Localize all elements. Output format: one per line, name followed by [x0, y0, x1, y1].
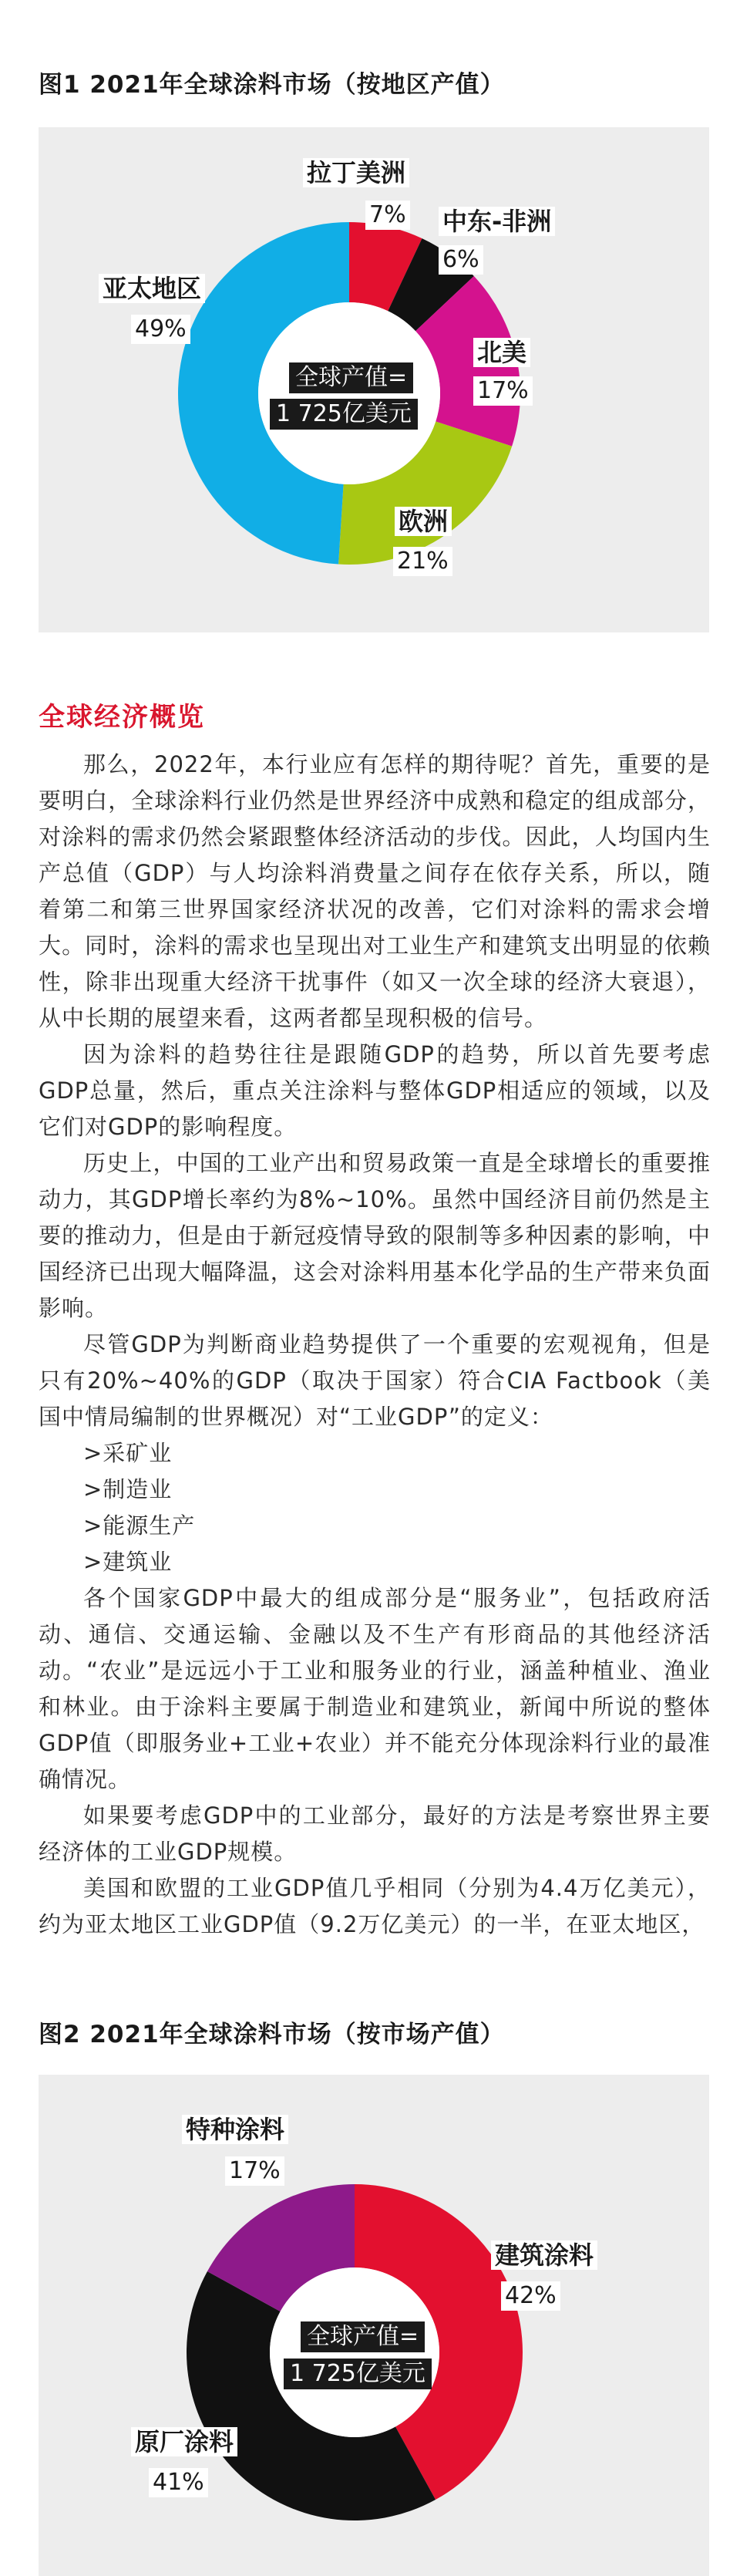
- article-paragraph: 那么，2022年，本行业应有怎样的期待呢？首先，重要的是要明白，全球涂料行业仍然是世界经济中成熟和稳定的组成部分，对涂料的需求仍然会紧跟整体经济活动的步伐。因此，人均国内生产总值（GDP）与人均涂料消费量之间存在依存关系，所以，随着第二和第三世界国家经济状况的改善，它们对涂料的需求会增大。同时，涂料的需求也呈现出对工业生产和建筑支出明显的依赖性，除非出现重大经济干扰事件（如又一次全球的经济大衰退），从中长期的展望来看，这两者都呈现积极的信号。: [39, 751, 711, 1031]
- slice-label-latin-america: 拉丁美洲: [303, 158, 409, 187]
- figure2-chart: [39, 2075, 709, 2576]
- slice-value-europe: 21%: [393, 547, 452, 576]
- donut-hole: [258, 302, 440, 484]
- slice-value-latin-america: 7%: [365, 201, 410, 230]
- slice-label-asia-pacific: 亚太地区: [99, 274, 205, 303]
- slice-label-oem: 原厂涂料: [131, 2427, 237, 2456]
- figure2-caption: 图2 2021年全球涂料市场（按市场产值）: [39, 2021, 505, 2048]
- article-body: [39, 747, 711, 1943]
- article-paragraph: 因为涂料的趋势往往是跟随GDP的趋势，所以首先要考虑GDP总量，然后，重点关注涂料与整体GDP相适应的领域，以及它们对GDP的影响程度。: [39, 1041, 711, 1140]
- slice-label-middle-east-africa: 中东-非洲: [439, 207, 555, 236]
- list-item: >制造业: [83, 1476, 173, 1502]
- article-paragraph: 美国和欧盟的工业GDP值几乎相同（分别为4.4万亿美元），约为亚太地区工业GDP值（9.2万亿美元）的一半，在亚太地区，: [39, 1875, 711, 1937]
- list-item: >能源生产: [83, 1512, 196, 1539]
- slice-label-specialty: 特种涂料: [182, 2115, 288, 2144]
- article-paragraph: 如果要考虑GDP中的工业部分，最好的方法是考察世界主要经济体的工业GDP规模。: [39, 1802, 711, 1865]
- slice-label-architectural: 建筑涂料: [491, 2241, 597, 2270]
- figure2-center-total-value: 1 725亿美元: [284, 2359, 432, 2389]
- article-paragraph: 尽管GDP为判断商业趋势提供了一个重要的宏观视角，但是只有20%~40%的GDP（取决于国家）符合CIA Factbook（美国中情局编制的世界概况）对“工业GDP”的定义：: [39, 1331, 711, 1430]
- slice-label-north-america: 北美: [473, 338, 530, 367]
- article-paragraph: 各个国家GDP中最大的组成部分是“服务业”，包括政府活动、通信、交通运输、金融以及不生产有形商品的其他经济活动。“农业”是远远小于工业和服务业的行业，涵盖种植业、渔业和林业。由于涂料主要属于制造业和建筑业，新闻中所说的整体GDP值（即服务业+工业+农业）并不能充分体现涂料行业的最准确情况。: [39, 1585, 711, 1792]
- donut-hole: [270, 2267, 439, 2437]
- list-item: >建筑业: [83, 1549, 173, 1575]
- section-title: 全球经济概览: [39, 702, 205, 733]
- figure1-center-total-value: 1 725亿美元: [270, 399, 418, 430]
- slice-value-oem: 41%: [149, 2468, 208, 2497]
- slice-label-europe: 欧洲: [395, 507, 452, 536]
- figure1-caption: 图1 2021年全球涂料市场（按地区产值）: [39, 71, 505, 99]
- slice-value-north-america: 17%: [473, 376, 533, 406]
- figure1-center-total-label: 全球产值=: [289, 362, 413, 393]
- article-paragraph: 历史上，中国的工业产出和贸易政策一直是全球增长的重要推动力，其GDP增长率约为8%~10%。虽然中国经济目前仍然是主要的推动力，但是由于新冠疫情导致的限制等多种因素的影响，中国经济已出现大幅降温，这会对涂料用基本化学品的生产带来负面影响。: [39, 1150, 711, 1321]
- slice-value-architectural: 42%: [501, 2281, 560, 2311]
- slice-value-asia-pacific: 49%: [131, 315, 190, 344]
- slice-value-specialty: 17%: [225, 2156, 284, 2186]
- slice-value-middle-east-africa: 6%: [439, 245, 483, 275]
- figure1-chart: [39, 127, 709, 632]
- list-item: >采矿业: [83, 1440, 173, 1466]
- figure2-center-total-label: 全球产值=: [301, 2321, 425, 2352]
